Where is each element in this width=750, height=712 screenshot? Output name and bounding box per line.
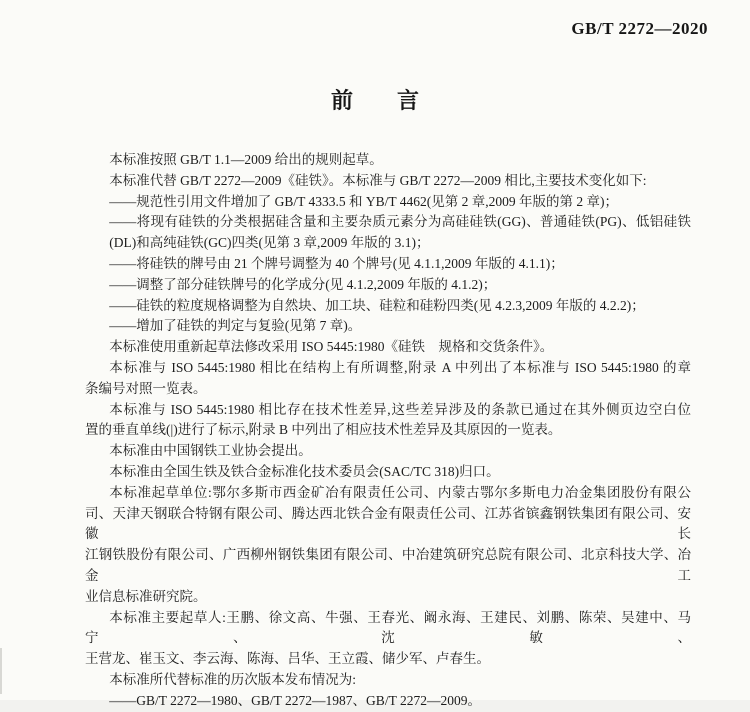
body-line: 本标准代替 GB/T 2272—2009《硅铁》。本标准与 GB/T 2272—2009 相比,主要技术变化如下: [109,172,647,188]
body-line: 本标准由全国生铁及铁合金标准化技术委员会(SAC/TC 318)归口。 [109,463,500,479]
scan-artifact [0,648,2,694]
body-line: 司、天津天钢联合特钢有限公司、腾达西北铁合金有限责任公司、江苏省镔鑫钢铁集团有限公司、安徽长 [85,505,691,542]
body-line: ——调整了部分硅铁牌号的化学成分(见 4.1.2,2009 年版的 4.1.2)； [109,276,497,292]
body-line: ——将现有硅铁的分类根据硅含量和主要杂质元素分为高硅硅铁(GG)、普通硅铁(PG)、低铝硅铁 [109,214,691,230]
body-line: ——硅铁的粒度规格调整为自然块、加工块、硅粒和硅粉四类(见 4.2.3,2009 年版的 4.2.2)； [109,297,645,313]
body-line: 本标准与 ISO 5445:1980 相比在结构上有所调整,附录 A 中列出了本标准与 ISO 5445:1980 的章 [109,359,691,375]
body-line: 本标准所代替标准的历次版本发布情况为: [109,671,357,687]
body-line: 本标准与 ISO 5445:1980 相比存在技术性差异,这些差异涉及的条款已通过在其外侧页边空白位 [109,401,691,417]
body-line: 王营龙、崔玉文、李云海、陈海、吕华、王立霞、储少军、卢春生。 [85,651,490,667]
body-line: 本标准主要起草人:王鹏、徐文高、牛强、王春光、阚永海、王建民、刘鹏、陈荣、吴建中、马宁、沈敏、 [85,609,691,646]
body-line: ——规范性引用文件增加了 GB/T 4333.5 和 YB/T 4462(见第 2 章,2009 年版的第 2 章)； [109,193,619,209]
body-line: 本标准起草单位:鄂尔多斯市西金矿冶有限责任公司、内蒙古鄂尔多斯电力冶金集团股份有限公 [109,484,691,500]
body-line: (DL)和高纯硅铁(GC)四类(见第 3 章,2009 年版的 3.1)； [109,235,430,251]
body-line: 本标准由中国钢铁工业协会提出。 [109,443,312,459]
body-line: ——将硅铁的牌号由 21 个牌号调整为 40 个牌号(见 4.1.1,2009 年版的 4.1.1)； [109,255,564,271]
body-line: 本标准使用重新起草法修改采用 ISO 5445:1980《硅铁 规格和交货条件》。 [109,339,554,355]
foreword-body [85,150,691,712]
body-line: ——GB/T 2272—1980、GB/T 2272—1987、GB/T 2272—2009。 [109,692,481,708]
body-line: 条编号对照一览表。 [85,380,207,396]
body-line: 置的垂直单线(|)进行了标示,附录 B 中列出了相应技术性差异及其原因的一览表。 [85,422,562,438]
body-line: 本标准按照 GB/T 1.1—2009 给出的规则起草。 [109,152,383,167]
body-line: 江钢铁股份有限公司、广西柳州钢铁集团有限公司、中冶建筑研究总院有限公司、北京科技大学、冶金工 [85,547,691,583]
standard-number-header: GB/T 2272—2020 [571,19,708,38]
page-title: 前 言 [330,88,419,113]
body-line: 业信息标准研究院。 [85,588,207,604]
body-line: ——增加了硅铁的判定与复验(见第 7 章)。 [109,318,362,334]
